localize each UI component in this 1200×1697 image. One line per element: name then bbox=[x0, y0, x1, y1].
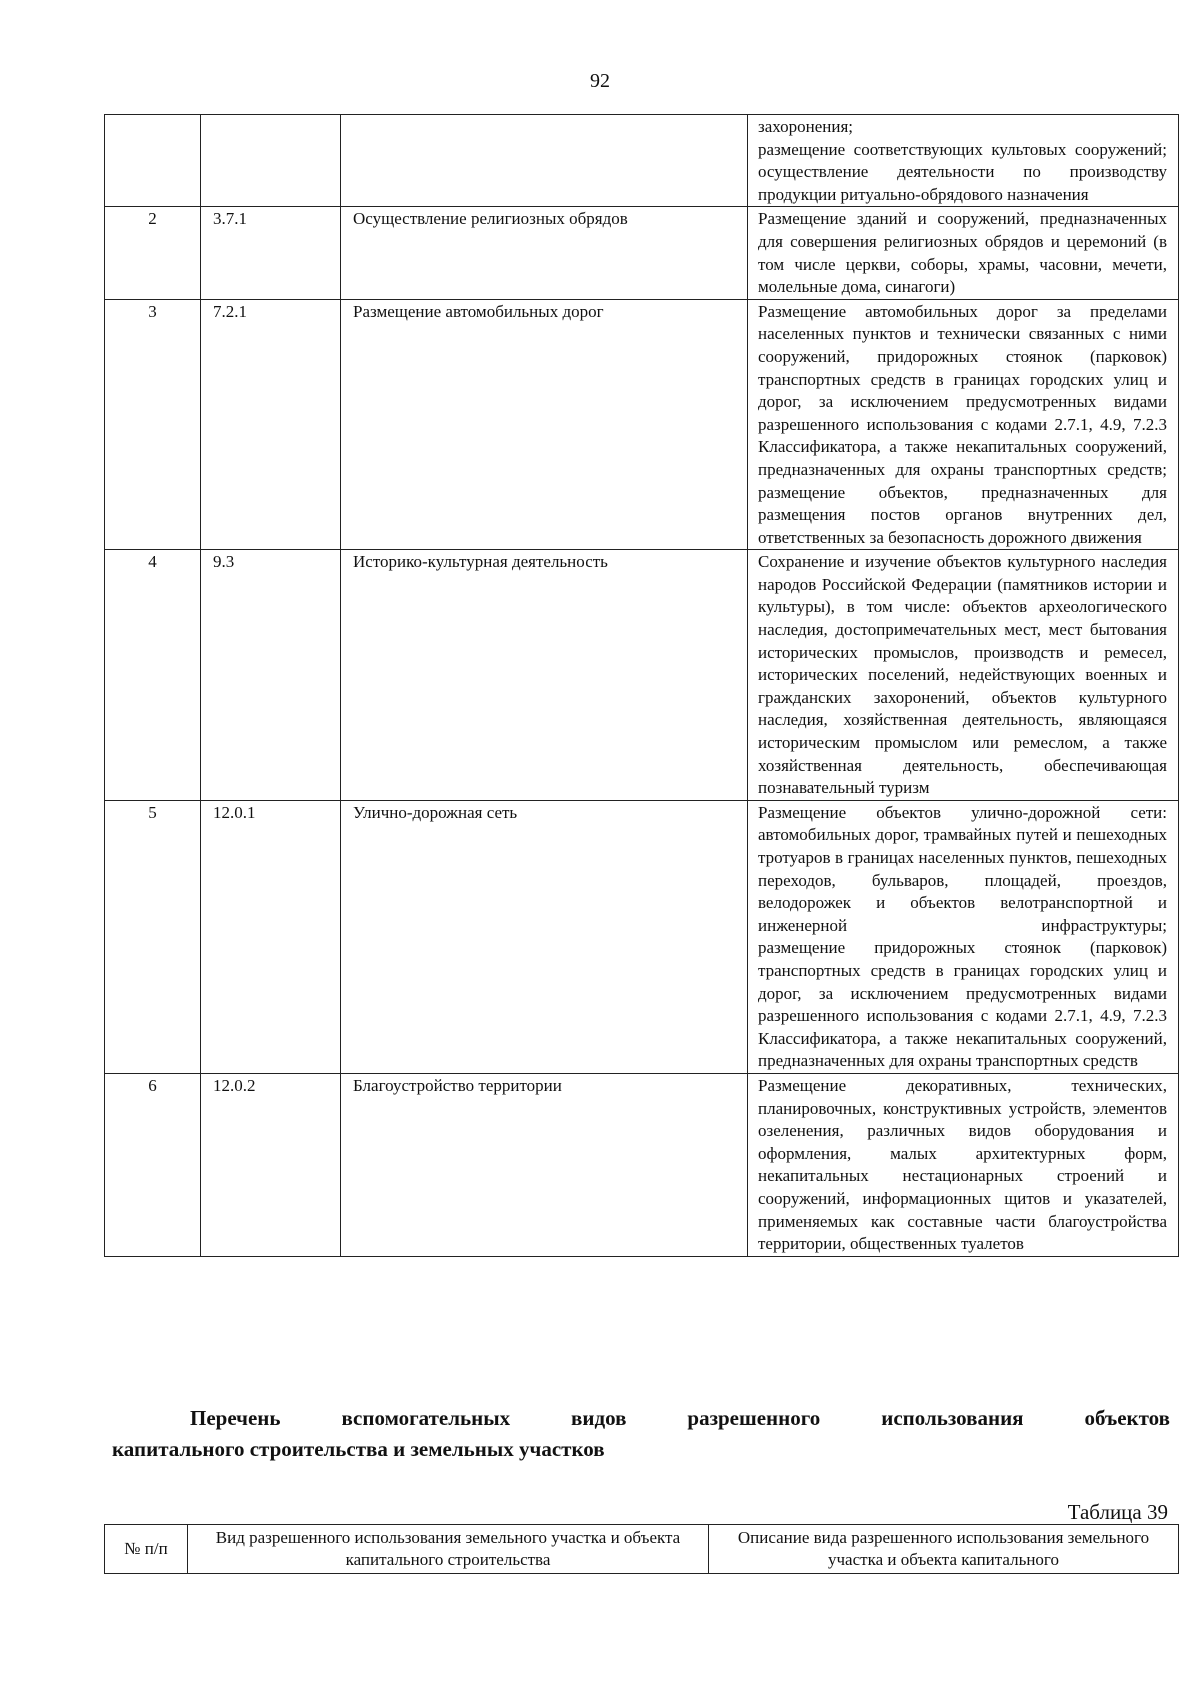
row-use-type: Осуществление религиозных обрядов bbox=[341, 207, 748, 299]
row-number bbox=[105, 115, 201, 207]
section-heading bbox=[112, 1403, 1170, 1465]
row-code: 9.3 bbox=[201, 550, 341, 801]
row-description bbox=[748, 550, 1179, 801]
row-number: 2 bbox=[105, 207, 201, 299]
description-paragraph: Размещение автомобильных дорог за пределами населенных пунктов и технически связанных с ними сооружений, придорожных стоянок (парковок) транспортных средств в границах городских улиц и дорог, за исключением предусмотренных видами разрешенного использования с кодами 2.7.1, 4.9, 7.2.3 Классификатора, а также некапитальных сооружений, предназначенных для охраны транспортных средств; bbox=[758, 301, 1167, 479]
description-paragraph: размещение соответствующих культовых сооружений; bbox=[758, 139, 1167, 159]
table-row bbox=[105, 207, 1179, 299]
row-code: 7.2.1 bbox=[201, 299, 341, 550]
description-paragraph: Размещение зданий и сооружений, предназначенных для совершения религиозных обрядов и церемоний (в том числе церкви, соборы, храмы, часовни, мечети, молельные дома, синагоги) bbox=[758, 209, 1167, 297]
row-description bbox=[748, 1073, 1179, 1256]
description-paragraph: Размещение объектов улично-дорожной сети: автомобильных дорог, трамвайных путей и пешеходных тротуаров в границах населенных пунктов, пешеходных переходов, бульваров, площадей, проездов, велодорожек и объектов велотранспортной и инженерной инфраструктуры; bbox=[758, 802, 1167, 935]
description-paragraph: Размещение декоративных, технических, планировочных, конструктивных устройств, элементов озеленения, различных видов оборудования и оформления, малых архитектурных форм, некапитальных нестационарных строений и сооружений, информационных щитов и указателей, применяемых как составные части благоустройства территории, общественных туалетов bbox=[758, 1075, 1167, 1254]
table-row bbox=[105, 550, 1179, 801]
description-paragraph: Сохранение и изучение объектов культурного наследия народов Российской Федерации (памятников истории и культуры), в том числе: объектов археологического наследия, достопримечательных мест, мест бытования исторических промыслов, производств и ремесел, исторических поселений, недействующих военных и гражданских захоронений, объектов культурного наследия, хозяйственная деятельность, являющаяся историческим промыслом или ремеслом, а также хозяйственная деятельность, обеспечивающая познавательный туризм bbox=[758, 552, 1167, 798]
section-heading-line-2: капитального строительства и земельных участков bbox=[112, 1437, 605, 1461]
row-description bbox=[748, 800, 1179, 1073]
row-use-type: Улично-дорожная сеть bbox=[341, 800, 748, 1073]
row-number: 3 bbox=[105, 299, 201, 550]
table-39-header bbox=[104, 1524, 1179, 1574]
description-paragraph: захоронения; bbox=[758, 117, 853, 136]
description-paragraph: осуществление деятельности по производству продукции ритуально-обрядового назначения bbox=[758, 162, 1167, 204]
row-code: 3.7.1 bbox=[201, 207, 341, 299]
row-number: 5 bbox=[105, 800, 201, 1073]
row-use-type bbox=[341, 115, 748, 207]
table-row bbox=[105, 115, 1179, 207]
row-use-type: Размещение автомобильных дорог bbox=[341, 299, 748, 550]
description-paragraph: размещение придорожных стоянок (парковок) транспортных средств в границах городских улиц и дорог, за исключением предусмотренных видами разрешенного использования с кодами 2.7.1, 4.9, 7.2.3 Классификатора, а также некапитальных сооружений, предназначенных для охраны транспортных средств bbox=[758, 938, 1167, 1071]
description-paragraph: размещение объектов, предназначенных для размещения постов органов внутренних дел, ответственных за безопасность дорожного движения bbox=[758, 482, 1167, 547]
page-number: 92 bbox=[590, 70, 610, 92]
header-col-description: Описание вида разрешенного использования земельного участка и объекта капитального bbox=[709, 1525, 1179, 1574]
row-use-type: Благоустройство территории bbox=[341, 1073, 748, 1256]
land-use-table-body bbox=[105, 115, 1179, 1257]
row-number: 6 bbox=[105, 1073, 201, 1256]
header-col-use-type: Вид разрешенного использования земельного участка и объекта капитального строительства bbox=[188, 1525, 709, 1574]
land-use-table bbox=[104, 114, 1179, 1257]
row-description bbox=[748, 115, 1179, 207]
table-row bbox=[105, 299, 1179, 550]
row-code bbox=[201, 115, 341, 207]
header-col-number: № п/п bbox=[105, 1525, 188, 1574]
table-row bbox=[105, 1073, 1179, 1256]
row-use-type: Историко-культурная деятельность bbox=[341, 550, 748, 801]
row-code: 12.0.2 bbox=[201, 1073, 341, 1256]
row-description bbox=[748, 299, 1179, 550]
row-code: 12.0.1 bbox=[201, 800, 341, 1073]
table-header-row bbox=[105, 1525, 1179, 1574]
row-number: 4 bbox=[105, 550, 201, 801]
table-row bbox=[105, 800, 1179, 1073]
table-caption: Таблица 39 bbox=[1067, 1500, 1168, 1524]
section-heading-line-1: Перечень вспомогательных видов разрешенного использования объектов bbox=[190, 1406, 1170, 1430]
row-description bbox=[748, 207, 1179, 299]
